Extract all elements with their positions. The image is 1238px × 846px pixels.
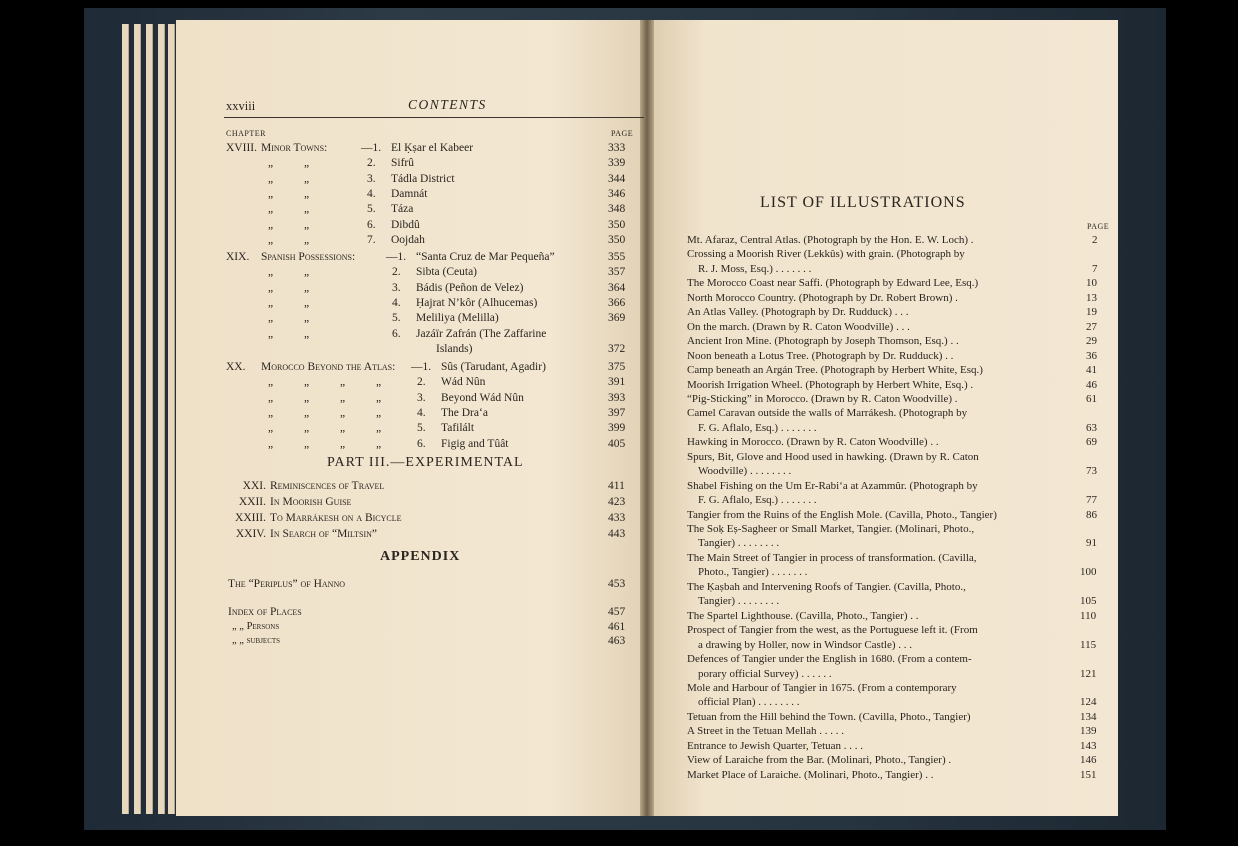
- appendix-entry: The “Periplus” of Hanno: [228, 578, 346, 590]
- illustration-page: 151: [1080, 768, 1097, 781]
- illustration-entry: Mt. Afaraz, Central Atlas. (Photograph by the Hon. E. W. Loch) .: [687, 234, 974, 246]
- illustration-entry: Mole and Harbour of Tangier in 1675. (From a contemporary: [687, 681, 957, 694]
- illustration-entry: Camel Caravan outside the walls of Marrákesh. (Photograph by: [687, 407, 968, 420]
- illustration-entry: Moorish Irrigation Wheel. (Photograph by Herbert White, Esq.) .: [687, 378, 974, 391]
- illustration-entry: Crossing a Moorish River (Lekkûs) with grain. (Photograph by: [687, 248, 965, 261]
- part-heading: PART III.—EXPERIMENTAL: [327, 455, 524, 470]
- entry-number: 2.: [417, 376, 426, 389]
- illustration-page: 143: [1080, 739, 1097, 752]
- illustration-page: 29: [1086, 335, 1097, 348]
- ditto-mark: „ „: [268, 281, 324, 294]
- illustration-entry: Market Place of Laraiche. (Molinari, Photo., Tangier) . .: [687, 768, 934, 781]
- chapter-title: Reminiscences of Travel: [270, 480, 385, 492]
- entry-page: 369: [608, 312, 626, 325]
- illustration-entry: Noon beneath a Lotus Tree. (Photograph by Dr. Rudduck) . .: [687, 349, 954, 362]
- entry-number: 4.: [367, 187, 376, 200]
- illustration-entry: Defences of Tangier under the English in 1680. (From a contem-: [687, 653, 972, 666]
- entry-number: 3.: [392, 281, 401, 294]
- entry-title: Jazáïr Zafrán (The Zaffarine: [416, 327, 547, 340]
- illustration-entry: R. J. Moss, Esq.) . . . . . . .: [698, 262, 812, 275]
- ditto-mark: „ „: [268, 203, 324, 216]
- illustration-entry: Hawking in Morocco. (Drawn by R. Caton Woodville) . .: [687, 436, 939, 449]
- illustration-entry: F. G. Aflalo, Esq.) . . . . . . .: [698, 494, 817, 507]
- page-column-label: PAGE: [611, 129, 634, 138]
- entry-title: Dibdû: [391, 218, 420, 231]
- chapter-title: Spanish Possessions:: [261, 251, 356, 263]
- entry-number: 5.: [392, 312, 401, 325]
- entry-number: —1.: [386, 251, 407, 263]
- chapter-number: XXII.: [238, 496, 266, 508]
- ditto-mark: „ „: [268, 266, 324, 279]
- entry-page: 333: [608, 142, 626, 154]
- illustration-page: 46: [1086, 378, 1097, 391]
- illustration-entry: North Morocco Country. (Photograph by Dr. Robert Brown) .: [687, 291, 958, 304]
- entry-title: Tafilált: [441, 422, 475, 435]
- entry-page: 457: [608, 606, 626, 618]
- book-gutter: [640, 20, 654, 816]
- index-entry: „ „ Persons: [232, 620, 280, 632]
- index-entry: „ „ subjects: [232, 635, 281, 646]
- illustration-page: 73: [1086, 465, 1097, 478]
- illustration-page: 100: [1080, 566, 1097, 579]
- chapter-number: XXIII.: [235, 512, 266, 524]
- illustration-entry: Camp beneath an Argán Tree. (Photograph by Herbert White, Esq.): [687, 364, 983, 377]
- illustration-entry: F. G. Aflalo, Esq.) . . . . . . .: [698, 421, 817, 434]
- illustration-page: 10: [1086, 277, 1097, 290]
- entry-number: 4.: [417, 406, 426, 419]
- illustration-entry: View of Laraiche from the Bar. (Molinari, Photo., Tangier) .: [687, 754, 952, 767]
- page-edge: [134, 24, 141, 814]
- page-edge: [146, 24, 153, 814]
- entry-page: 433: [608, 512, 626, 524]
- chapter-number: XX.: [226, 361, 246, 373]
- illustrations-title: LIST OF ILLUSTRATIONS: [760, 194, 966, 211]
- illustration-entry: Tangier) . . . . . . . .: [698, 595, 780, 608]
- entry-page: 397: [608, 406, 626, 419]
- illustration-entry: “Pig-Sticking” in Morocco. (Drawn by R. Caton Woodville) .: [687, 392, 958, 405]
- entry-page: 350: [608, 218, 626, 231]
- entry-title: Bádis (Peñon de Velez): [416, 281, 524, 294]
- appendix-heading: APPENDIX: [380, 549, 461, 564]
- illustration-entry: The Ḳaṣbah and Intervening Roofs of Tangier. (Cavilla, Photo.,: [687, 580, 966, 593]
- illustration-page: 110: [1080, 609, 1097, 622]
- entry-page: 344: [608, 172, 626, 185]
- index-entry: Index of Places: [228, 606, 302, 618]
- illustration-entry: The Morocco Coast near Saffi. (Photograph by Edward Lee, Esq.): [687, 277, 979, 290]
- entry-page: 405: [608, 437, 626, 450]
- entry-page: 350: [608, 233, 626, 246]
- chapter-number: XXIV.: [235, 528, 266, 540]
- illustration-page: 139: [1080, 725, 1097, 738]
- entry-title: Oojdah: [391, 233, 425, 246]
- ditto-mark: „ „: [268, 312, 324, 325]
- illustration-page: 134: [1080, 710, 1097, 723]
- illustration-page: 146: [1080, 754, 1097, 767]
- entry-title: Meliliya (Melilla): [416, 312, 499, 325]
- entry-page: 346: [608, 187, 626, 200]
- entry-title: Beyond Wád Nûn: [441, 391, 524, 404]
- chapter-title: In Moorish Guise: [270, 496, 352, 508]
- illustration-entry: Spurs, Bit, Glove and Hood used in hawking. (Drawn by R. Caton: [687, 450, 979, 463]
- entry-number: 5.: [417, 422, 426, 435]
- illustration-entry: Ancient Iron Mine. (Photograph by Joseph Thomson, Esq.) . .: [687, 335, 959, 348]
- header-rule: [224, 117, 644, 118]
- illustration-entry: On the march. (Drawn by R. Caton Woodville) . . .: [687, 320, 910, 333]
- ditto-mark: „ „: [268, 218, 324, 231]
- entry-title: “Santa Cruz de Mar Pequeña”: [416, 251, 555, 263]
- illustration-page: 63: [1086, 421, 1097, 434]
- ditto-mark: „ „ „ „: [268, 422, 396, 435]
- page-edge: [158, 24, 165, 814]
- entry-title: Wád Nûn: [441, 376, 486, 389]
- chapter-number: XIX.: [226, 251, 250, 263]
- chapter-column-label: CHAPTER: [226, 129, 266, 138]
- chapter-title: Morocco Beyond the Atlas:: [261, 361, 396, 373]
- illustration-page: 105: [1080, 595, 1097, 608]
- ditto-mark: „ „: [268, 172, 324, 185]
- entry-page: 372: [608, 342, 626, 355]
- illustration-page: 7: [1092, 262, 1098, 275]
- illustration-page: 2: [1092, 234, 1098, 246]
- entry-page: 357: [608, 266, 626, 279]
- illustration-page: 77: [1086, 494, 1097, 507]
- ditto-mark: „ „ „ „: [268, 391, 396, 404]
- page-edge: [168, 24, 175, 814]
- entry-number: —1.: [361, 142, 382, 154]
- ditto-mark: „ „: [268, 157, 324, 170]
- illustrations-page-label: PAGE: [1087, 222, 1110, 231]
- illustration-entry: Tangier) . . . . . . . .: [698, 537, 780, 550]
- entry-page: 461: [608, 620, 626, 633]
- chapter-title: In Search of “Miltsin”: [270, 528, 377, 540]
- ditto-mark: „ „: [268, 296, 324, 309]
- illustration-page: 121: [1080, 667, 1097, 680]
- entry-number: 3.: [367, 172, 376, 185]
- illustration-entry: An Atlas Valley. (Photograph by Dr. Rudduck) . . .: [687, 306, 909, 319]
- illustration-page: 91: [1086, 537, 1097, 550]
- illustration-page: 86: [1086, 508, 1097, 521]
- illustration-page: 61: [1086, 392, 1097, 405]
- entry-number: 7.: [367, 233, 376, 246]
- entry-number: 2.: [367, 157, 376, 170]
- entry-number: 4.: [392, 296, 401, 309]
- illustration-page: 36: [1086, 349, 1097, 362]
- illustration-entry: A Street in the Tetuan Mellah . . . . .: [687, 725, 844, 738]
- entry-page: 339: [608, 157, 626, 170]
- left-page: [176, 20, 644, 816]
- illustration-entry: The Main Street of Tangier in process of transformation. (Cavilla,: [687, 551, 977, 564]
- entry-page: 391: [608, 376, 626, 389]
- ditto-mark: „ „: [268, 327, 324, 340]
- illustration-page: 27: [1086, 320, 1097, 333]
- entry-page: 423: [608, 496, 626, 508]
- entry-title: Tádla District: [391, 172, 455, 185]
- page-edge: [122, 24, 129, 814]
- entry-title: Ḥajrat N’kôr (Alhucemas): [416, 296, 538, 309]
- entry-title: Sifrû: [391, 157, 414, 170]
- ditto-mark: „ „ „ „: [268, 406, 396, 419]
- entry-number: 2.: [392, 266, 401, 279]
- entry-title: Sûs (Tarudant, Agadir): [441, 361, 546, 373]
- illustration-entry: Shabel Fishing on the Um Er-Rabi‘a at Azammûr. (Photograph by: [687, 479, 978, 492]
- entry-page: 393: [608, 391, 626, 404]
- ditto-mark: „ „: [268, 233, 324, 246]
- entry-number: 6.: [417, 437, 426, 450]
- chapter-title: Minor Towns:: [261, 142, 328, 154]
- illustration-entry: a drawing by Holler, now in Windsor Castle) . . .: [698, 638, 912, 651]
- illustration-entry: Tetuan from the Hill behind the Town. (Cavilla, Photo., Tangier): [687, 710, 971, 723]
- entry-title: El Ḳṣar el Kabeer: [391, 142, 474, 154]
- illustration-entry: official Plan) . . . . . . . .: [698, 696, 800, 709]
- entry-page: 355: [608, 251, 626, 263]
- entry-title: The Dra‘a: [441, 406, 488, 419]
- chapter-title: To Marrákesh on a Bicycle: [270, 512, 402, 524]
- illustration-page: 41: [1086, 364, 1097, 377]
- entry-number: —1.: [411, 361, 432, 373]
- ditto-mark: „ „: [268, 187, 324, 200]
- entry-page: 364: [608, 281, 626, 294]
- entry-title: Sibta (Ceuta): [416, 266, 477, 279]
- running-head-page-number: xxviii: [226, 99, 256, 113]
- entry-number: 6.: [392, 327, 401, 340]
- illustration-page: 124: [1080, 696, 1097, 709]
- chapter-number: XXI.: [242, 480, 266, 492]
- illustration-entry: Entrance to Jewish Quarter, Tetuan . . . .: [687, 739, 864, 752]
- entry-number: 3.: [417, 391, 426, 404]
- ditto-mark: „ „ „ „: [268, 437, 396, 450]
- running-head-title: CONTENTS: [408, 97, 487, 112]
- illustration-page: 13: [1086, 291, 1097, 304]
- illustration-page: 19: [1086, 306, 1097, 319]
- illustration-entry: Woodville) . . . . . . . .: [698, 465, 792, 478]
- entry-page: 443: [608, 528, 626, 540]
- illustration-page: 115: [1080, 638, 1097, 651]
- entry-title: Damnát: [391, 187, 428, 200]
- entry-page: 348: [608, 203, 626, 216]
- entry-page: 375: [608, 361, 626, 373]
- entry-number: 6.: [367, 218, 376, 231]
- entry-page: 366: [608, 296, 626, 309]
- illustration-entry: Tangier from the Ruins of the English Mole. (Cavilla, Photo., Tangier): [687, 508, 997, 521]
- entry-page: 463: [608, 635, 626, 647]
- illustration-entry: The Soḳ Eṣ-Sagheer or Small Market, Tangier. (Molinari, Photo.,: [687, 523, 975, 535]
- chapter-number: XVIII.: [226, 142, 257, 154]
- illustration-page: 69: [1086, 436, 1097, 449]
- entry-title: Figig and Tûât: [441, 437, 509, 450]
- illustration-entry: porary official Survey) . . . . . .: [698, 667, 832, 680]
- entry-page: 411: [608, 480, 625, 492]
- ditto-mark: „ „ „ „: [268, 376, 396, 389]
- entry-title: Táza: [391, 203, 414, 216]
- entry-page: 453: [608, 578, 626, 590]
- entry-title: Islands): [436, 342, 473, 355]
- entry-number: 5.: [367, 203, 376, 216]
- illustration-entry: Prospect of Tangier from the west, as the Portuguese left it. (From: [687, 624, 978, 637]
- illustration-entry: Photo., Tangier) . . . . . . .: [698, 566, 808, 579]
- illustration-entry: The Spartel Lighthouse. (Cavilla, Photo., Tangier) . .: [687, 609, 919, 622]
- entry-page: 399: [608, 422, 626, 435]
